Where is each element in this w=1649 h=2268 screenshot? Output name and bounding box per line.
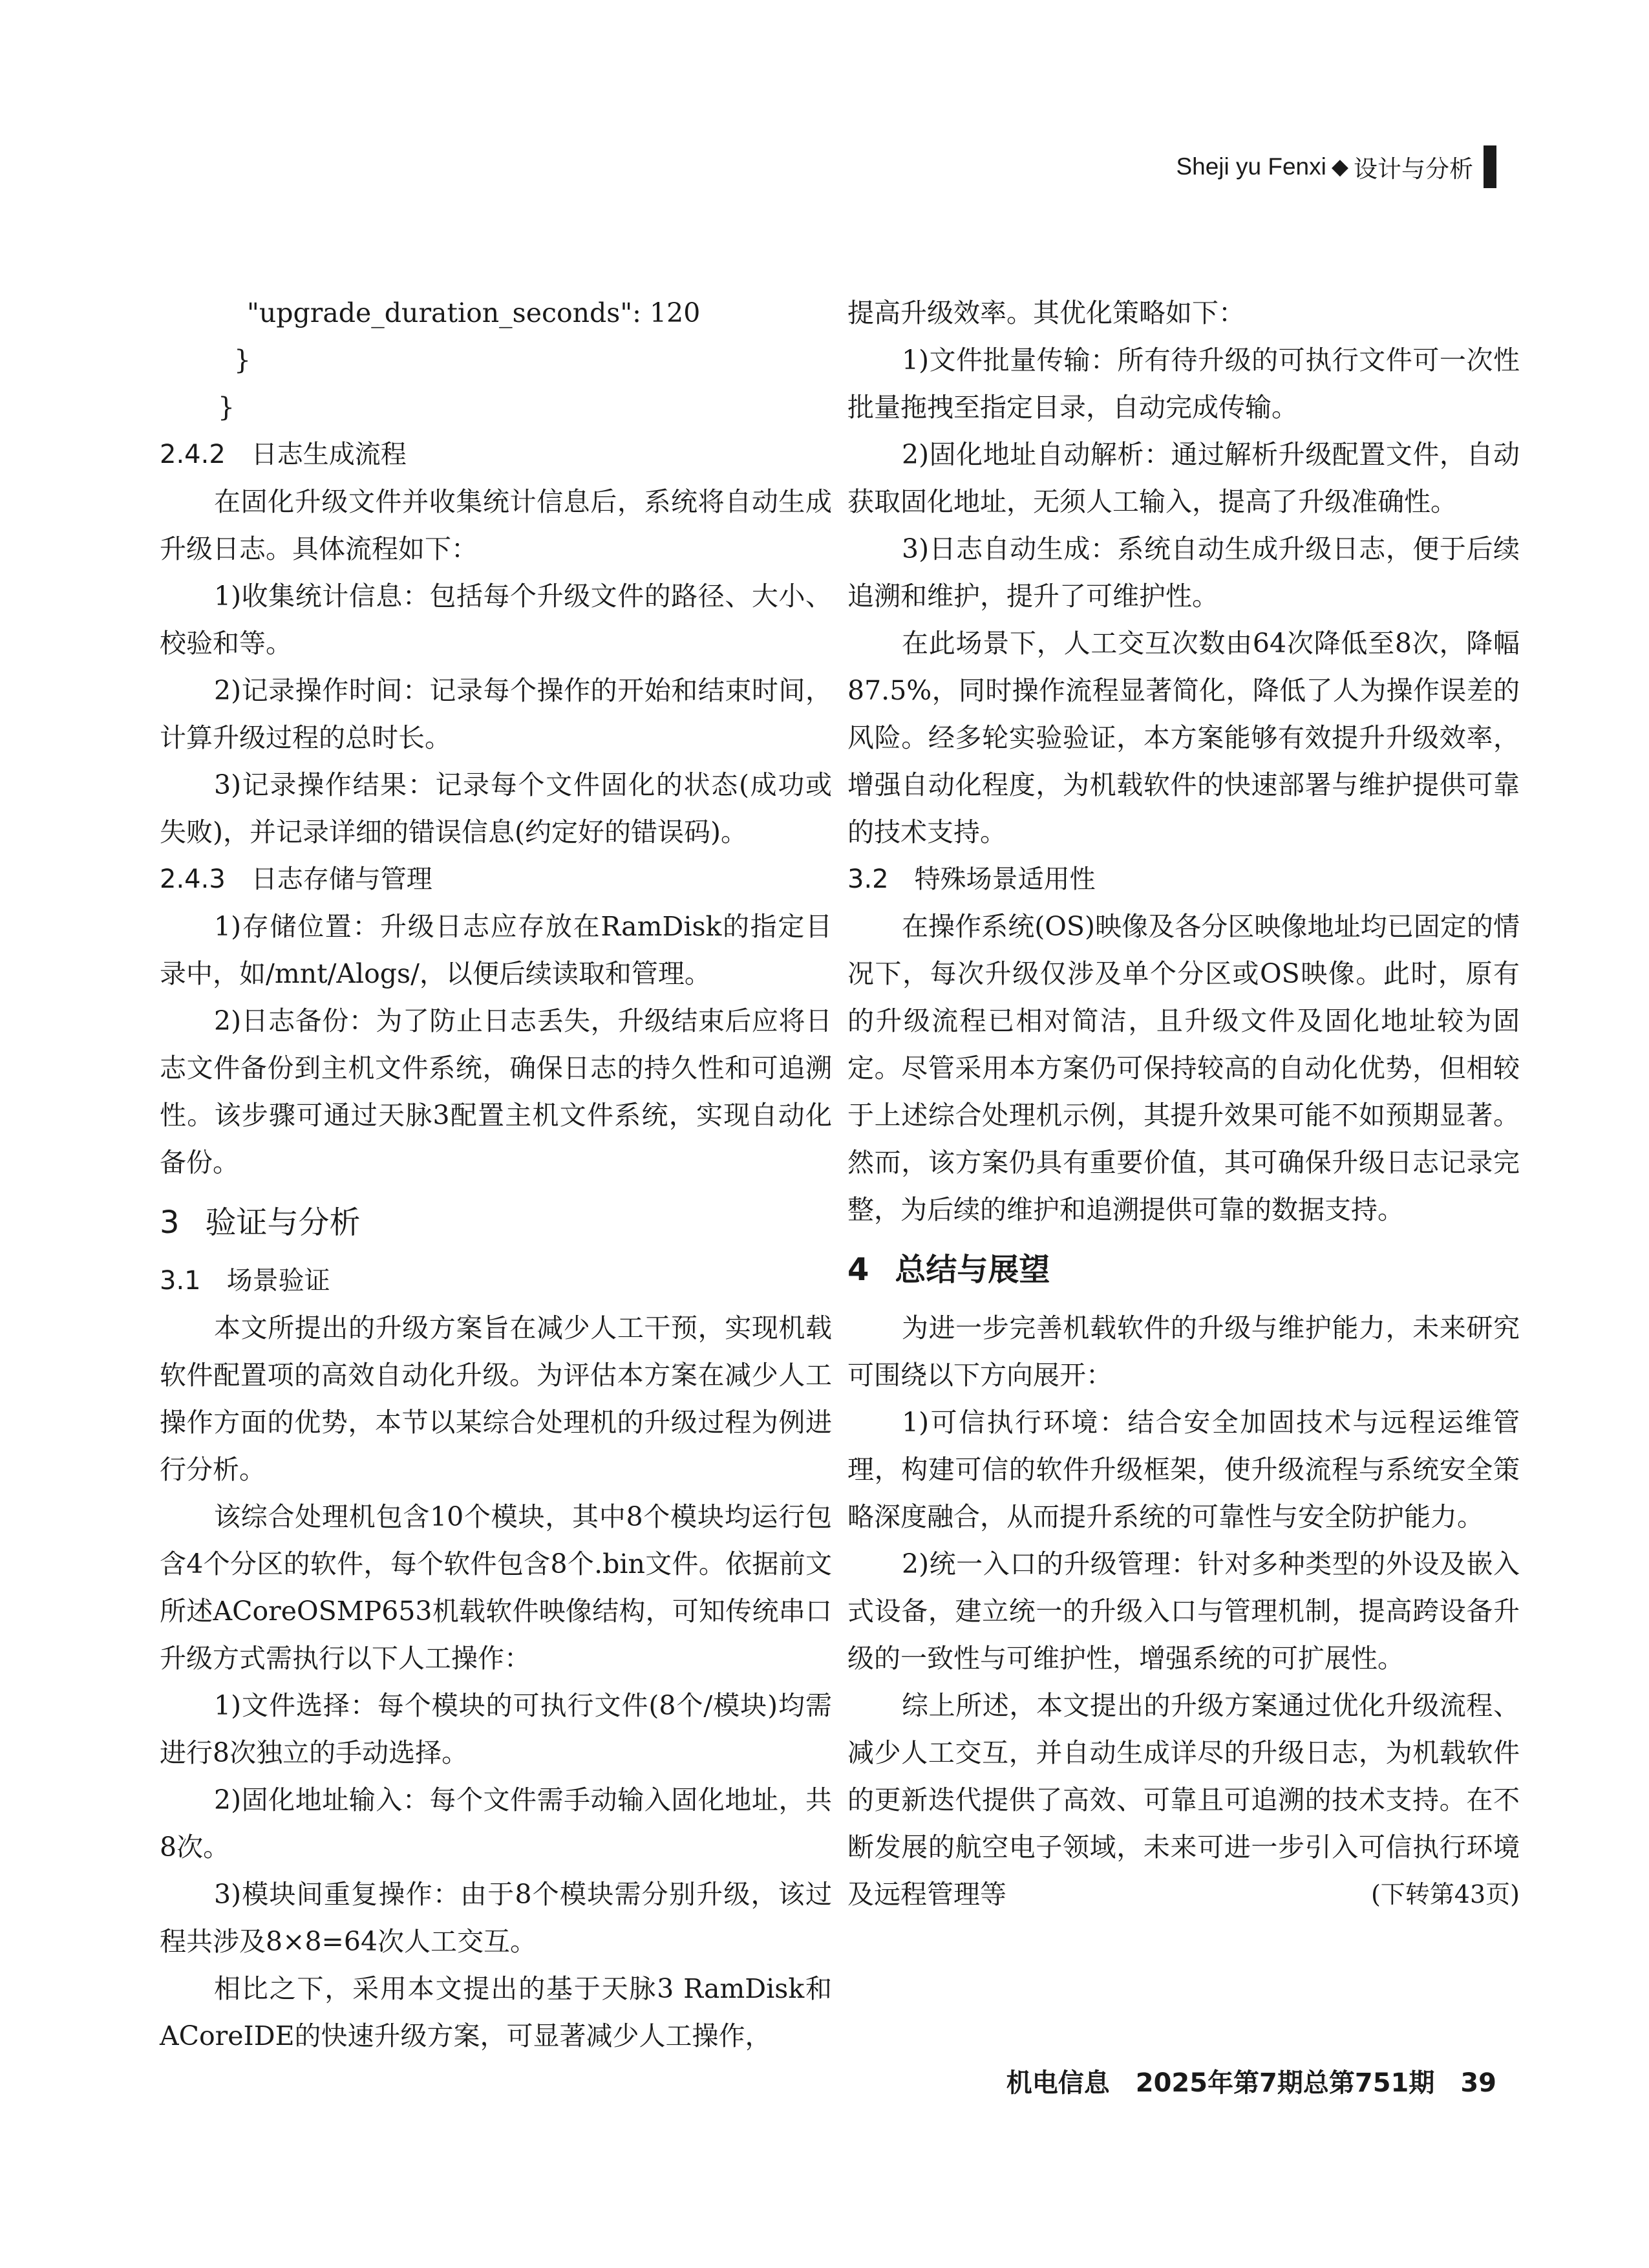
header-bar-decoration xyxy=(1484,145,1496,188)
list-item: 1)可信执行环境：结合安全加固技术与远程运维管理，构建可信的软件升级框架，使升级流程与系统安全策略深度融合，从而提升系统的可靠性与安全防护能力。 xyxy=(847,1407,1520,1532)
list-item: 2)统一入口的升级管理：针对多种类型的外设及嵌入式设备，建立统一的升级入口与管理机制，提高跨设备升级的一致性与可维护性，增强系统的可扩展性。 xyxy=(847,1548,1520,1674)
list-item: 3)模块间重复操作：由于8个模块需分别升级，该过程共涉及8×8=64次人工交互。 xyxy=(160,1879,832,1957)
paragraph-continued: 提高升级效率。其优化策略如下： xyxy=(847,297,1245,328)
section-title: 总结与展望 xyxy=(895,1252,1050,1288)
list-item: 3)记录操作结果：记录每个文件固化的状态(成功或失败)，并记录详细的错误信息(约定好的错误码)。 xyxy=(160,769,832,848)
list-item: 2)日志备份：为了防止日志丢失，升级结束后应将日志文件备份到主机文件系统，确保日志的持久性和可追溯性。该步骤可通过天脉3配置主机文件系统，实现自动化备份。 xyxy=(160,1005,832,1178)
section-heading-3-1 xyxy=(160,1257,832,1305)
journal-name: 机电信息 xyxy=(1006,2068,1110,2098)
page-number: 39 xyxy=(1460,2068,1496,2098)
section-heading-4 xyxy=(847,1244,1520,1296)
code-line: } xyxy=(218,392,235,423)
paragraph-text: 综上所述，本文提出的升级方案通过优化升级流程、减少人工交互，并自动生成详尽的升级日志，为机载软件的更新迭代提供了高效、可靠且可追溯的技术支持。在不断发展的航空电子领域，未来可进一步引入可信执行环境及远程管理等 xyxy=(847,1690,1520,1910)
list-item: 1)存储位置：升级日志应存放在RamDisk的指定目录中，如/mnt/Alogs/，以便后续读取和管理。 xyxy=(160,911,832,989)
section-number: 3.1 xyxy=(160,1266,201,1296)
section-heading-2-4-2 xyxy=(160,431,832,478)
section-title: 验证与分析 xyxy=(205,1204,361,1241)
list-item: 1)文件选择：每个模块的可执行文件(8个/模块)均需进行8次独立的手动选择。 xyxy=(160,1690,832,1768)
list-item: 2)固化地址自动解析：通过解析升级配置文件，自动获取固化地址，无须人工输入，提高了升级准确性。 xyxy=(847,439,1520,517)
section-heading-3 xyxy=(160,1197,832,1248)
paragraph xyxy=(847,1682,1520,1918)
header-section: 设计与分析 xyxy=(1354,156,1473,182)
code-line: } xyxy=(234,345,251,376)
paragraph: 在固化升级文件并收集统计信息后，系统将自动生成升级日志。具体流程如下： xyxy=(160,486,832,564)
list-item: 1)文件批量传输：所有待升级的可执行文件可一次性批量拖拽至指定目录，自动完成传输。 xyxy=(847,345,1520,423)
list-item: 2)记录操作时间：记录每个操作的开始和结束时间，计算升级过程的总时长。 xyxy=(160,675,832,753)
section-number: 3 xyxy=(160,1204,180,1241)
section-title: 场景验证 xyxy=(226,1266,330,1296)
section-number: 3.2 xyxy=(847,864,889,894)
diamond-icon: ◆ xyxy=(1331,155,1348,179)
list-item: 3)日志自动生成：系统自动生成升级日志，便于后续追溯和维护，提升了可维护性。 xyxy=(847,533,1520,612)
paragraph: 该综合处理机包含10个模块，其中8个模块均运行包含4个分区的软件，每个软件包含8个.bin文件。依据前文所述ACoreOSMP653机载软件映像结构，可知传统串口升级方式需执行以下人工操作： xyxy=(160,1501,832,1674)
paragraph: 在操作系统(OS)映像及各分区映像地址均已固定的情况下，每次升级仅涉及单个分区或OS映像。此时，原有的升级流程已相对简洁，且升级文件及固化地址较为固定。尽管采用本方案仍可保持较高的自动化优势，但相较于上述综合处理机示例，其提升效果可能不如预期显著。然而，该方案仍具有重要价值，其可确保升级日志记录完整，为后续的维护和追溯提供可靠的数据支持。 xyxy=(847,911,1520,1225)
section-title: 特殊场景适用性 xyxy=(914,864,1096,894)
right-column xyxy=(847,290,1520,1918)
paragraph: 本文所提出的升级方案旨在减少人工干预，实现机载软件配置项的高效自动化升级。为评估本方案在减少人工操作方面的优势，本节以某综合处理机的升级过程为例进行分析。 xyxy=(160,1312,832,1485)
section-number: 2.4.2 xyxy=(160,440,226,469)
running-header xyxy=(1176,145,1496,188)
list-item: 2)固化地址输入：每个文件需手动输入固化地址，共8次。 xyxy=(160,1784,832,1863)
paragraph: 相比之下，采用本文提出的基于天脉3 RamDisk和ACoreIDE的快速升级方案，可显著减少人工操作， xyxy=(160,1973,832,2051)
section-title: 日志生成流程 xyxy=(251,440,407,469)
paragraph: 为进一步完善机载软件的升级与维护能力，未来研究可围绕以下方向展开： xyxy=(847,1312,1520,1391)
section-heading-3-2 xyxy=(847,856,1520,903)
left-column xyxy=(160,290,832,2060)
section-heading-2-4-3 xyxy=(160,856,832,903)
section-number: 4 xyxy=(847,1252,869,1288)
continued-page-note: (下转第43页) xyxy=(1370,1880,1520,1909)
running-footer xyxy=(990,2062,1496,2099)
section-title: 日志存储与管理 xyxy=(251,864,432,894)
issue-info: 2025年第7期总第751期 xyxy=(1135,2068,1435,2098)
list-item: 1)收集统计信息：包括每个升级文件的路径、大小、校验和等。 xyxy=(160,581,832,659)
paragraph: 在此场景下，人工交互次数由64次降低至8次，降幅87.5%，同时操作流程显著简化，降低了人为操作误差的风险。经多轮实验验证，本方案能够有效提升升级效率，增强自动化程度，为机载软件的快速部署与维护提供可靠的技术支持。 xyxy=(847,628,1520,848)
code-line: "upgrade_duration_seconds": 120 xyxy=(247,297,701,328)
section-number: 2.4.3 xyxy=(160,864,226,894)
header-pinyin: Sheji yu Fenxi xyxy=(1176,153,1326,180)
